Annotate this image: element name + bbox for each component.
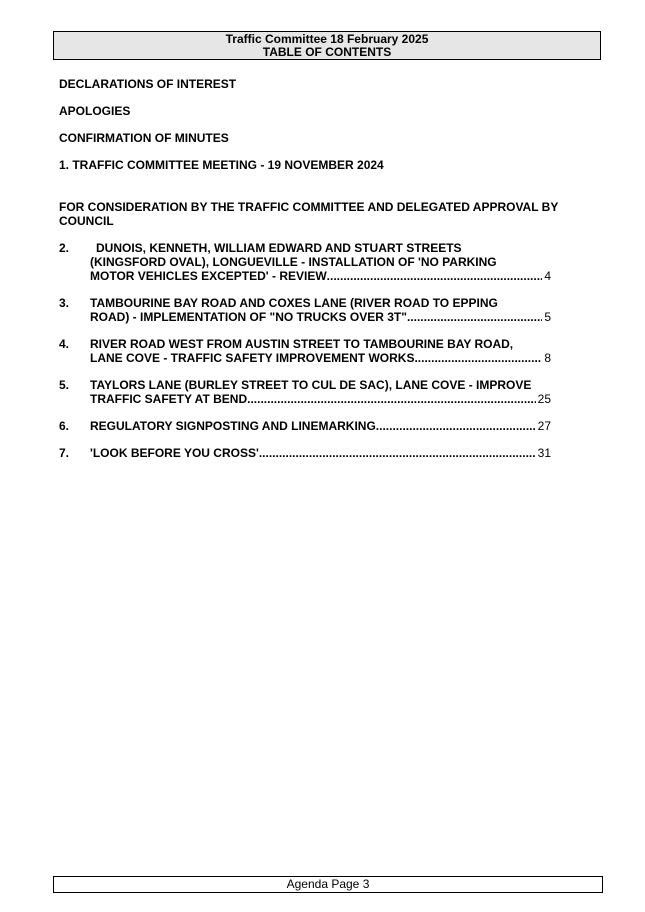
consideration-line-1: FOR CONSIDERATION BY THE TRAFFIC COMMITTEE AND DELEGATED APPROVAL BY [59, 200, 559, 214]
toc-entry-title-line: ROAD) - IMPLEMENTATION OF "NO TRUCKS OVER 3T" [90, 310, 407, 324]
toc-entry-title-line: REGULATORY SIGNPOSTING AND LINEMARKING [90, 419, 376, 433]
dot-leader [259, 446, 536, 460]
footer-page-label: Agenda Page 3 [286, 877, 370, 891]
toc-entry-number: 2. [59, 241, 70, 255]
toc-entry-title-line: MOTOR VEHICLES EXCEPTED' - REVIEW [90, 269, 327, 283]
toc-entry-7[interactable] [59, 446, 551, 460]
header-title: Traffic Committee 18 February 2025 [225, 32, 429, 46]
toc-entry-title-line: 'LOOK BEFORE YOU CROSS' [90, 446, 259, 460]
toc-entry-3[interactable] [59, 296, 551, 324]
toc-entry-number: 3. [59, 296, 70, 310]
toc-entry-leader-line [90, 269, 551, 283]
section-consideration [59, 200, 558, 228]
dot-leader [376, 419, 536, 433]
toc-entry-number: 5. [59, 378, 70, 392]
toc-entry-page-number: 25 [537, 392, 551, 406]
section-apologies: APOLOGIES [59, 104, 131, 118]
dot-leader [247, 392, 536, 406]
toc-entry-6[interactable] [59, 419, 551, 433]
section-item-1: 1. TRAFFIC COMMITTEE MEETING - 19 NOVEMBER 2024 [59, 158, 384, 172]
toc-entry-page-number: 27 [537, 419, 551, 433]
toc-entry-leader-line [90, 392, 551, 406]
toc-entry-title-line: TRAFFIC SAFETY AT BEND [90, 392, 248, 406]
dot-leader [327, 269, 543, 283]
toc-entry-page-number: 31 [537, 446, 551, 460]
toc-entry-2[interactable] [59, 241, 551, 283]
section-declarations: DECLARATIONS OF INTEREST [59, 77, 237, 91]
toc-entry-5[interactable] [59, 378, 551, 406]
document-header [53, 31, 601, 60]
toc-entry-title-line: DUNOIS, KENNETH, WILLIAM EDWARD AND STUART STREETS [96, 241, 462, 255]
consideration-line-2: COUNCIL [59, 214, 114, 228]
header-subtitle: TABLE OF CONTENTS [262, 45, 392, 59]
toc-entry-number: 4. [59, 337, 70, 351]
toc-entry-leader-line [90, 419, 551, 433]
toc-entry-title-line: TAMBOURINE BAY ROAD AND COXES LANE (RIVER ROAD TO EPPING [90, 296, 498, 310]
toc-entry-leader-line [90, 310, 551, 324]
toc-entry-page-number: 4 [544, 269, 551, 283]
toc-entry-title-line: LANE COVE - TRAFFIC SAFETY IMPROVEMENT WORKS [90, 351, 415, 365]
toc-entry-number: 6. [59, 419, 70, 433]
toc-entry-page-number: 5 [544, 310, 551, 324]
toc-entry-title-line: TAYLORS LANE (BURLEY STREET TO CUL DE SAC), LANE COVE - IMPROVE [90, 378, 532, 392]
toc-entry-title-line: RIVER ROAD WEST FROM AUSTIN STREET TO TAMBOURINE BAY ROAD, [90, 337, 514, 351]
section-confirmation: CONFIRMATION OF MINUTES [59, 131, 229, 145]
toc-entry-page-number: 8 [544, 351, 551, 365]
toc-entry-4[interactable] [59, 337, 551, 365]
page-footer [53, 876, 603, 893]
toc-entry-title-line: (KINGSFORD OVAL), LONGUEVILLE - INSTALLATION OF 'NO PARKING [90, 255, 497, 269]
dot-leader [407, 310, 542, 324]
toc-entry-leader-line [90, 351, 551, 365]
dot-leader [414, 351, 542, 365]
toc-entry-leader-line [90, 446, 551, 460]
toc-entry-number: 7. [59, 446, 70, 460]
